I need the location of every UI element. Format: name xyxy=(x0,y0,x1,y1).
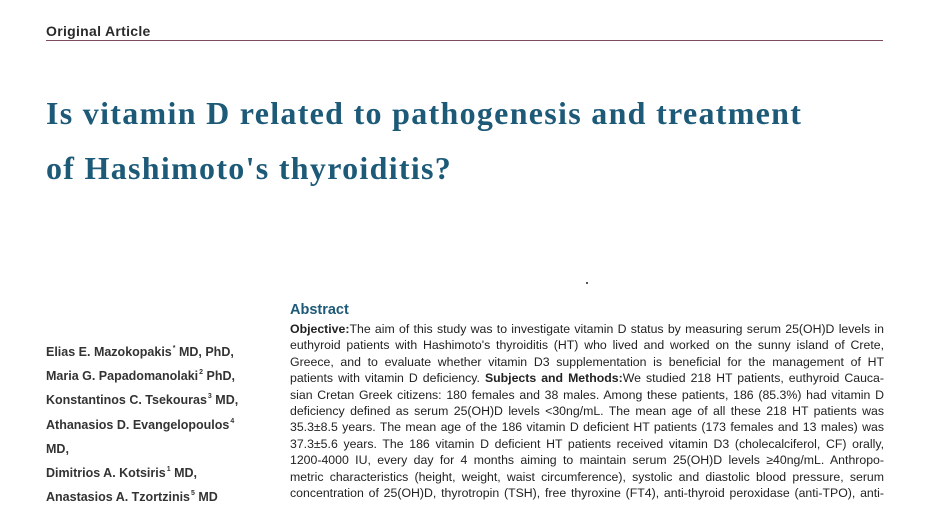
author-line xyxy=(46,340,246,364)
author-line xyxy=(46,413,246,437)
author-degree: MD xyxy=(194,490,218,505)
author-line xyxy=(46,437,246,461)
author-name: Athanasios D. Evangelopoulos xyxy=(46,417,230,432)
abstract-body xyxy=(290,321,884,501)
objective-label: Objective: xyxy=(290,322,350,336)
abstract-line: 37.3±5.6 years. The 186 vitamin D deficient HT patients received vitamin D3 (cholecalciferol, CF) orally, xyxy=(290,436,884,451)
author-affiliation: 1 xyxy=(166,466,171,474)
author-degree: MD, xyxy=(170,466,197,481)
author-degree: MD, PhD, xyxy=(175,345,234,359)
author-line xyxy=(46,364,246,388)
author-degree: PhD, xyxy=(203,369,235,384)
author-affiliation: * xyxy=(172,345,176,352)
abstract-line: Greece, and to evaluate whether vitamin D3 supplementation is beneficial for the management of HT xyxy=(290,354,884,369)
methods-label: Subjects and Methods: xyxy=(484,371,623,386)
header-divider xyxy=(46,40,883,41)
author-affiliation: 5 xyxy=(191,490,195,498)
author-name: Konstantinos C. Tsekouras xyxy=(46,393,207,408)
author-degree: MD, xyxy=(46,441,69,456)
author-affiliation: 3 xyxy=(207,393,212,401)
author-list xyxy=(46,340,246,504)
abstract-line: deficiency defined as serum 25(OH)D levels <30ng/mL. The mean age of all these 218 HT patients was xyxy=(290,403,884,418)
stray-mark xyxy=(586,282,588,284)
title-line-1: Is vitamin D related to pathogenesis and treatment xyxy=(46,95,803,131)
author-name: Anastasios A. Tzortzinis xyxy=(46,490,191,505)
abstract-line xyxy=(290,321,884,337)
author-affiliation: 2 xyxy=(199,369,204,377)
author-degree: MD, xyxy=(211,393,239,408)
abstract-line: 1200-4000 IU, every day for 4 months aiming to maintain serum 25(OH)D levels ≥40ng/mL. Anthropo- xyxy=(290,453,884,468)
abstract-line: metric characteristics (height, weight, waist circumference), systolic and diastolic blood pressure, serum xyxy=(290,469,884,484)
abstract-text: The aim of this study was to investigate vitamin D status by measuring serum 25(OH)D levels in xyxy=(349,322,884,336)
author-line xyxy=(46,485,246,509)
abstract-line: 35.3±8.5 years. The mean age of the 186 vitamin D deficient HT patients (173 females and 13 males) was xyxy=(290,420,884,435)
abstract-heading: Abstract xyxy=(290,302,349,318)
author-line xyxy=(46,388,246,412)
author-affiliation: 4 xyxy=(230,417,235,425)
abstract-line: sian Cretan Greek citizens: 180 females and 38 males. Among these patients, 186 (85.3%) had vitamin D xyxy=(290,387,884,402)
author-name: Dimitrios A. Kotsiris xyxy=(46,466,166,481)
abstract-line: concentration of 25(OH)D, thyrotropin (TSH), free thyroxine (FT4), anti-thyroid peroxidase (anti-TPO), anti- xyxy=(290,485,884,500)
title-line-2: of Hashimoto's thyroiditis? xyxy=(46,150,453,186)
abstract-line xyxy=(290,370,884,386)
author-name: Elias E. Mazokopakis xyxy=(46,345,172,359)
abstract-line: euthyroid patients with Hashimoto's thyroiditis (HT) who lived and worked on the sunny island of Crete, xyxy=(290,338,884,353)
author-name: Maria G. Papadomanolaki xyxy=(46,369,199,384)
article-title xyxy=(46,86,906,196)
author-line xyxy=(46,461,246,485)
abstract-text: patients with vitamin D deficiency. xyxy=(290,371,480,386)
abstract-text: We studied 218 HT patients, euthyroid Cauca- xyxy=(622,371,884,386)
article-type-label: Original Article xyxy=(46,23,151,39)
